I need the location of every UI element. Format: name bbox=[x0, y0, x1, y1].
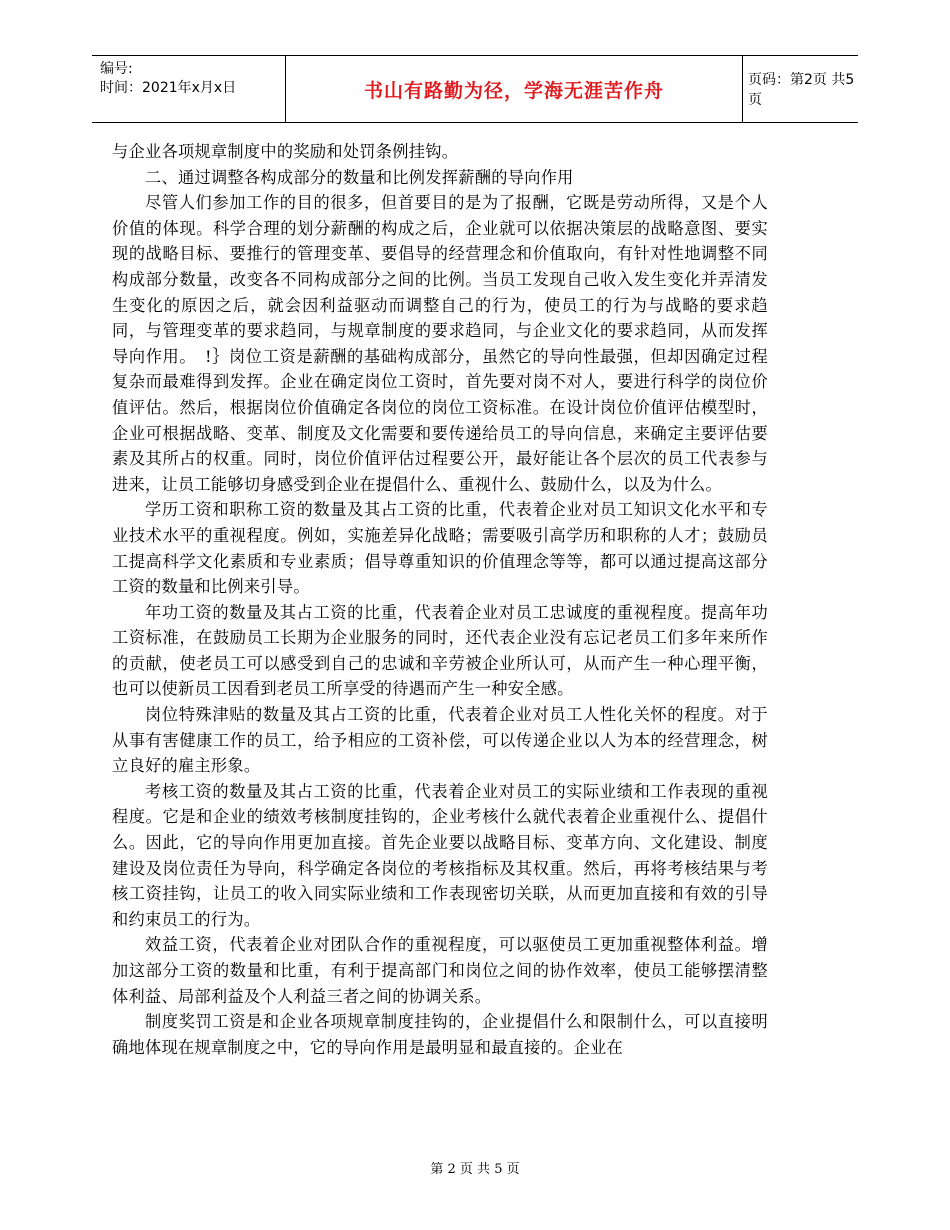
paragraph: 尽管人们参加工作的目的很多，但首要目的是为了报酬，它既是劳动所得，又是个人价值的体现。科学合理的划分薪酬的构成之后，企业就可以依据决策层的战略意图、要实现的战略目标、要推行的管理变革、要倡导的经营理念和价值取向，有针对性地调整不同构成部分数量，改变各不同构成部分之间的比例。当员工发现自己收入发生变化并弄清发生变化的原因之后，就会因利益驱动而调整自己的行为，使员工的行为与战略的要求趋同，与管理变革的要求趋同，与规章制度的要求趋同，与企业文化的要求趋同，从而发挥导向作用。 !｝岗位工资是薪酬的基础构成部分，虽然它的导向性最强，但却因确定过程复杂而最难得到发挥。企业在确定岗位工资时，首先要对岗不对人，要进行科学的岗位价值评估。然后，根据岗位价值确定各岗位的岗位工资标准。在设计岗位价值评估模型时，企业可根据战略、变革、制度及文化需要和要传递给员工的导向信息，来确定主要评估要素及其所占的权重。同时，岗位价值评估过程要公开，最好能让各个层次的员工代表参与进来，让员工能够切身感受到企业在提倡什么、重视什么、鼓励什么，以及为什么。 bbox=[112, 193, 768, 494]
page-footer: 第 2 页 共 5 页 bbox=[430, 1162, 520, 1177]
paragraph: 效益工资，代表着企业对团队合作的重视程度，可以驱使员工更加重视整体利益。增加这部分工资的数量和比重，有利于提高部门和岗位之间的协作效率，使员工能够摆清整体利益、局部利益及个人利益三者之间的协调关系。 bbox=[112, 935, 768, 1006]
motto: 书山有路勤为径，学海无涯苦作舟 bbox=[363, 79, 664, 102]
paragraph: 考核工资的数量及其占工资的比重，代表着企业对员工的实际业绩和工作表现的重视程度。它是和企业的绩效考核制度挂钩的，企业考核什么就代表着企业重视什么、提倡什么。因此，它的导向作用更加直接。首先企业要以战略目标、变革方向、文化建设、制度建设及岗位责任为导向，科学确定各岗位的考核指标及其权重。然后，再将考核结果与考核工资挂钩，让员工的收入同实际业绩和工作表现密切关联，从而更加直接和有效的引导和约束员工的行为。 bbox=[112, 781, 768, 929]
paragraph: 与企业各项规章制度中的奖励和处罚条例挂钩。 bbox=[112, 142, 459, 161]
code-label: 编号: bbox=[100, 61, 133, 77]
page-header bbox=[92, 55, 858, 123]
paragraph: 年功工资的数量及其占工资的比重，代表着企业对员工忠诚度的重视程度。提高年功工资标准，在鼓励员工长期为企业服务的同时，还代表企业没有忘记老员工们多年来所作的贡献，使老员工可以感受到自己的忠诚和辛劳被企业所认可，从而产生一种心理平衡，也可以使新员工因看到老员工所享受的待遇而产生一种安全感。 bbox=[112, 602, 768, 699]
header-page-cell bbox=[742, 56, 858, 122]
header-meta bbox=[92, 56, 285, 122]
paragraph: 岗位特殊津贴的数量及其占工资的比重，代表着企业对员工人性化关怀的程度。对于从事有害健康工作的员工，给予相应的工资补偿，可以传递企业以人为本的经营理念，树立良好的雇主形象。 bbox=[112, 705, 768, 776]
time-label: 时间：2021年x月x日 bbox=[100, 80, 237, 96]
page-info: 页码：第2页 共5页 bbox=[748, 72, 855, 108]
paragraph: 制度奖罚工资是和企业各项规章制度挂钩的，企业提倡什么和限制什么，可以直接明确地体现在规章制度之中，它的导向作用是最明显和最直接的。企业在 bbox=[112, 1012, 768, 1057]
header-motto-cell bbox=[285, 56, 743, 122]
paragraph: 学历工资和职称工资的数量及其占工资的比重，代表着企业对员工知识文化水平和专业技术水平的重视程度。例如，实施差异化战略；需要吸引高学历和职称的人才；鼓励员工提高科学文化素质和专业素质；倡导尊重知识的价值理念等等，都可以通过提高这部分工资的数量和比例来引导。 bbox=[112, 500, 768, 597]
section-heading: 二、通过调整各构成部分的数量和比例发挥薪酬的导向作用 bbox=[145, 167, 574, 187]
document-body bbox=[112, 139, 768, 1060]
